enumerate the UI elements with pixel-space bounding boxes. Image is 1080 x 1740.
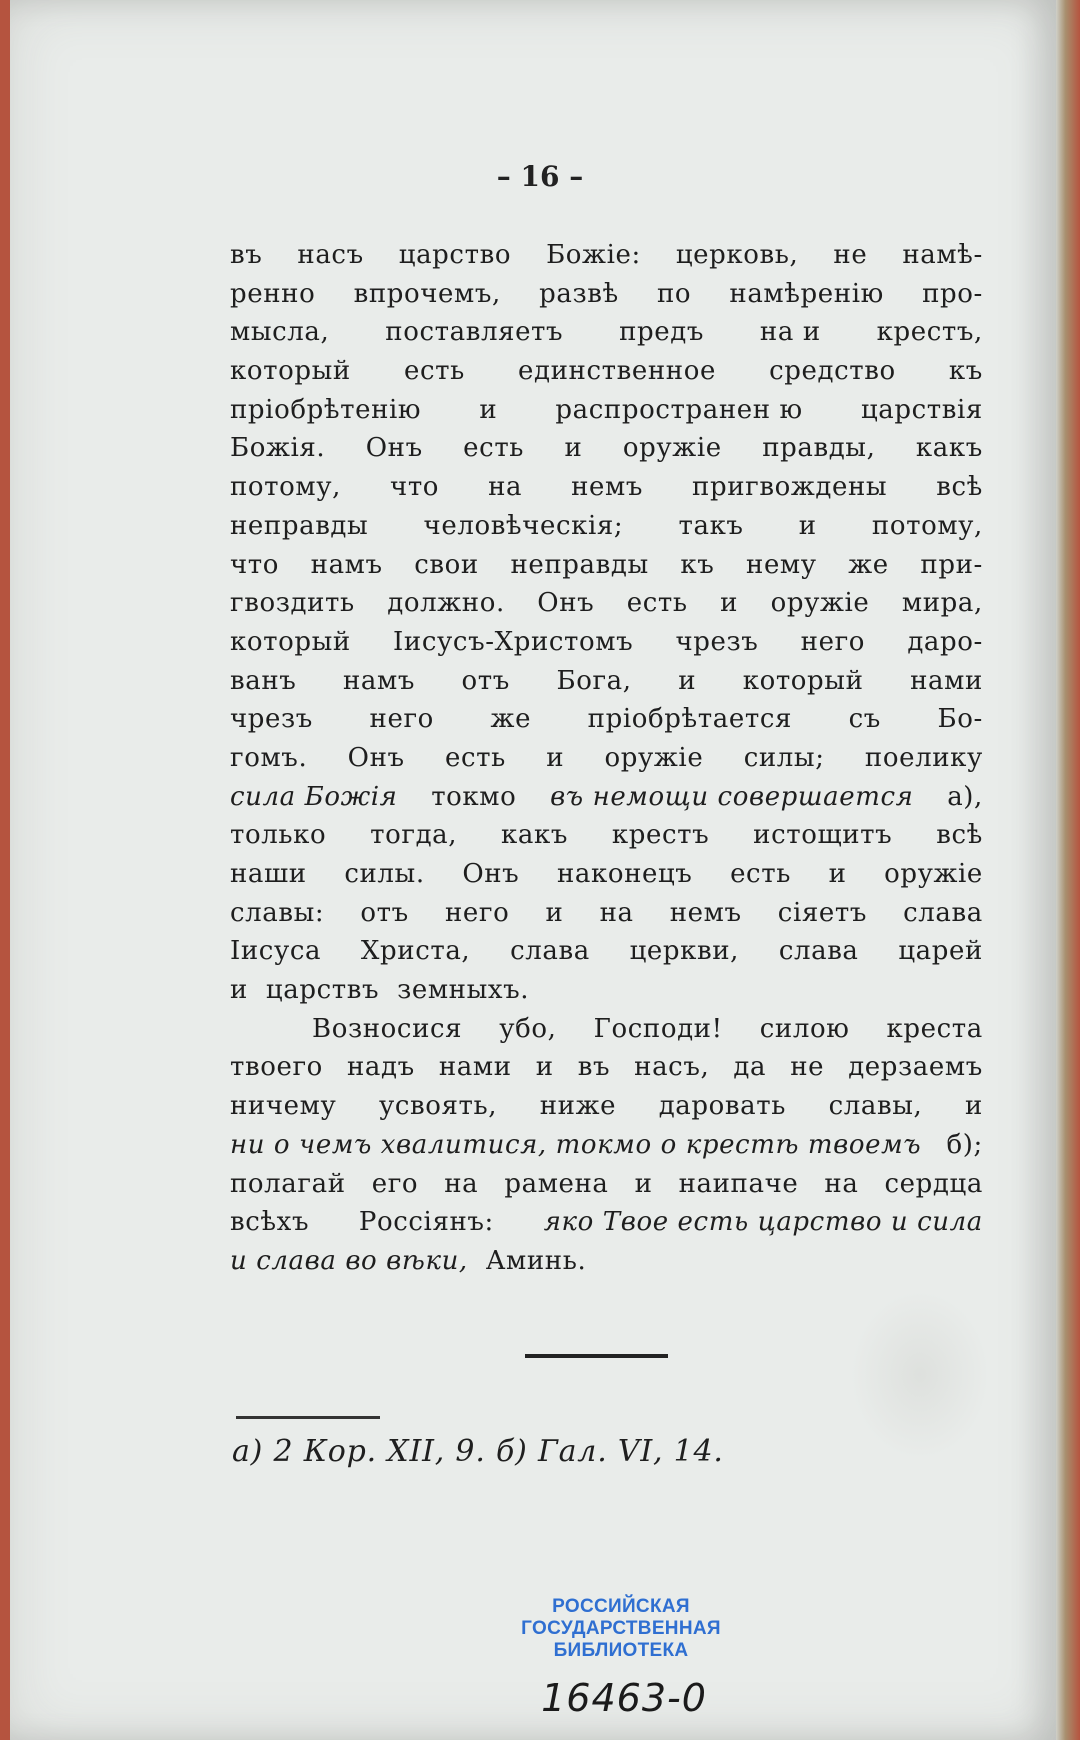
word: развѣ xyxy=(539,278,619,309)
text-line xyxy=(230,1165,992,1204)
text-line xyxy=(230,739,992,778)
word: про- xyxy=(922,278,983,309)
text-line xyxy=(230,662,992,701)
word: оружіе xyxy=(604,742,704,773)
word: сила Божія xyxy=(230,781,398,812)
word: ренно xyxy=(230,278,316,309)
text-line xyxy=(230,1242,992,1281)
word: царей xyxy=(898,936,983,967)
text-line xyxy=(230,894,992,933)
word: Возносися xyxy=(312,1013,463,1044)
end-rule xyxy=(525,1354,668,1358)
word: на и xyxy=(759,317,821,348)
word: да xyxy=(733,1052,767,1083)
word: всѣ xyxy=(936,472,983,503)
word: что xyxy=(230,549,280,580)
word: и xyxy=(535,1052,554,1083)
word: Бо- xyxy=(937,704,983,735)
word: же xyxy=(848,549,889,580)
word: тогда, xyxy=(370,820,458,851)
word: церковь, xyxy=(675,240,799,270)
word: Господи! xyxy=(593,1013,723,1044)
word: силою xyxy=(759,1013,850,1044)
word: отъ xyxy=(360,897,409,928)
word: него xyxy=(444,897,510,928)
word: насъ xyxy=(297,240,364,270)
word: наши xyxy=(230,859,307,889)
word: церкви, xyxy=(629,936,740,967)
word: впрочемъ, xyxy=(353,278,501,309)
text-line xyxy=(230,236,992,275)
bleed-through-shadow xyxy=(850,1290,990,1460)
word: ванъ xyxy=(230,665,297,696)
text-line xyxy=(230,932,992,971)
word: полагай xyxy=(230,1168,346,1199)
word: не xyxy=(790,1052,825,1083)
word: слава xyxy=(903,897,983,928)
word: царствія xyxy=(860,394,983,425)
word: Бога, xyxy=(556,665,632,696)
word: оружіе xyxy=(770,588,870,619)
word: токмо xyxy=(431,781,517,812)
word: и xyxy=(634,1168,653,1199)
word: въ немощи совершается xyxy=(550,781,914,812)
text-line xyxy=(230,623,992,662)
word: потому, xyxy=(230,472,342,503)
word: распространен ю xyxy=(555,394,803,425)
text-line xyxy=(230,971,992,1010)
text-line xyxy=(230,275,992,314)
word: который xyxy=(230,626,351,657)
word: славы, xyxy=(828,1091,923,1122)
text-line xyxy=(230,1203,992,1242)
footnote: а) 2 Кор. XII, 9. б) Гал. VI, 14. xyxy=(232,1434,724,1469)
word: царство xyxy=(398,240,512,270)
word: Божіе: xyxy=(546,240,641,270)
word: не xyxy=(833,240,868,270)
word: крестъ, xyxy=(876,317,983,348)
word: и слава во вѣки, xyxy=(230,1245,468,1276)
word: потому, xyxy=(871,510,983,541)
word: отъ xyxy=(461,665,510,696)
word: оружіе xyxy=(622,433,722,464)
word: Христа, xyxy=(360,936,471,967)
text-line xyxy=(230,855,992,894)
word: только xyxy=(230,820,327,851)
word: къ xyxy=(948,356,983,387)
word: есть xyxy=(403,356,465,387)
text-line xyxy=(230,546,992,585)
text-line xyxy=(230,584,992,623)
word: есть xyxy=(626,588,688,619)
word: который xyxy=(742,665,864,696)
stamp-line-2: ГОСУДАРСТВЕННАЯ xyxy=(521,1618,721,1639)
text-line xyxy=(230,1087,992,1126)
word: и xyxy=(230,975,248,1006)
word: на xyxy=(488,472,523,503)
word: оружіе xyxy=(884,859,983,889)
word: всѣхъ xyxy=(230,1207,310,1238)
page-number: – 16 – xyxy=(496,160,584,193)
word: въ xyxy=(577,1052,611,1083)
word: къ xyxy=(680,549,715,580)
word: нами xyxy=(910,665,983,696)
word: крестъ xyxy=(611,820,710,851)
word: на xyxy=(444,1168,479,1199)
word: Іисусъ-Христомъ xyxy=(393,626,634,657)
word: Онъ xyxy=(462,859,520,889)
word: намѣренію xyxy=(729,278,884,309)
stamp-line-3: БИБЛИОТЕКА xyxy=(553,1640,689,1661)
word: Онъ xyxy=(537,588,595,619)
word: и xyxy=(546,742,565,773)
word: истощитъ xyxy=(753,820,893,851)
word: и xyxy=(964,1091,983,1122)
word: и xyxy=(479,394,498,425)
word: немъ xyxy=(571,472,644,503)
word: сердца xyxy=(884,1168,983,1199)
word: и xyxy=(678,665,697,696)
word: насъ, xyxy=(634,1052,710,1083)
word: ниже xyxy=(539,1091,617,1122)
text-line xyxy=(230,1126,992,1165)
word: его xyxy=(371,1168,419,1199)
word: такъ xyxy=(678,510,744,541)
word: неправды xyxy=(510,549,649,580)
text-line xyxy=(230,507,992,546)
word: славы: xyxy=(230,897,325,928)
page-edge xyxy=(1056,0,1080,1740)
word: Аминь. xyxy=(485,1245,587,1276)
word: правды, xyxy=(762,433,876,464)
word: и xyxy=(720,588,739,619)
word: поелику xyxy=(864,742,983,773)
word: слава xyxy=(778,936,859,967)
word: есть xyxy=(445,742,506,773)
text-line xyxy=(230,429,992,468)
word: мысла, xyxy=(230,317,330,348)
word: нами xyxy=(438,1052,512,1083)
word: и xyxy=(828,859,847,889)
word: въ xyxy=(230,240,263,270)
text-line xyxy=(230,816,992,855)
word: предъ xyxy=(619,317,705,348)
word: и xyxy=(564,433,583,464)
word: по xyxy=(656,278,692,309)
word: чрезъ xyxy=(675,626,759,657)
word: наконецъ xyxy=(556,859,693,889)
word: силы; xyxy=(743,742,825,773)
word: Онъ xyxy=(347,742,405,773)
word: ничему xyxy=(230,1091,337,1122)
word: намъ xyxy=(342,665,415,696)
text-line xyxy=(230,1010,992,1049)
word: Іисуса xyxy=(230,936,322,967)
word: земныхъ. xyxy=(397,975,530,1006)
word: чрезъ xyxy=(230,704,313,735)
word: яко Твое есть царство и сила xyxy=(543,1207,983,1238)
body-text xyxy=(230,236,992,1281)
word: дерзаемъ xyxy=(848,1052,983,1083)
shelfmark: 16463-0 xyxy=(541,1676,707,1720)
word: немъ xyxy=(669,897,742,928)
word: и xyxy=(545,897,564,928)
word: намъ xyxy=(310,549,383,580)
footnote-rule xyxy=(236,1416,380,1419)
word: который xyxy=(230,356,351,387)
word: б); xyxy=(946,1129,983,1160)
text-line xyxy=(230,700,992,739)
word: надъ xyxy=(347,1052,415,1083)
word: гвоздить xyxy=(230,588,355,619)
word: ни о чемъ хвалитися, токмо о крестѣ твоемъ xyxy=(230,1129,922,1160)
word: неправды xyxy=(230,510,369,541)
word: пріобрѣтенію xyxy=(230,394,422,425)
word: всѣ xyxy=(936,820,983,851)
word: средство xyxy=(769,356,896,387)
library-stamp xyxy=(516,1596,726,1662)
text-line xyxy=(230,468,992,507)
text-line xyxy=(230,313,992,352)
word: единственное xyxy=(518,356,716,387)
word: а), xyxy=(947,781,983,812)
word: поставляетъ xyxy=(385,317,564,348)
word: твоего xyxy=(230,1052,323,1083)
text-line xyxy=(230,778,992,817)
word: наипаче xyxy=(678,1168,799,1199)
word: на xyxy=(824,1168,859,1199)
word: какъ xyxy=(915,433,983,464)
word: что xyxy=(390,472,440,503)
word: намѣ- xyxy=(902,240,983,270)
stamp-line-1: РОССИЙСКАЯ xyxy=(552,1596,690,1617)
word: какъ xyxy=(501,820,568,851)
word: Онъ xyxy=(365,433,423,464)
word: пріобрѣтается xyxy=(587,704,792,735)
word: же xyxy=(490,704,532,735)
text-line xyxy=(230,352,992,391)
word: слава xyxy=(510,936,590,967)
word: и xyxy=(798,510,817,541)
word: гомъ. xyxy=(230,742,308,773)
word: должно. xyxy=(387,588,505,619)
word: усвоять, xyxy=(378,1091,498,1122)
word: съ xyxy=(848,704,881,735)
word: пригвождены xyxy=(692,472,888,503)
word: убо, xyxy=(499,1013,557,1044)
word: царствъ xyxy=(265,975,380,1006)
word: рамена xyxy=(504,1168,609,1199)
word: есть xyxy=(463,433,525,464)
word: сіяетъ xyxy=(777,897,867,928)
word: при- xyxy=(920,549,983,580)
word: даровать xyxy=(658,1091,786,1122)
word: Россіянъ: xyxy=(358,1207,494,1238)
word: человѣческія; xyxy=(423,510,624,541)
word: Божія. xyxy=(230,433,326,464)
word: мира, xyxy=(901,588,983,619)
word: есть xyxy=(730,859,791,889)
word: свои xyxy=(414,549,479,580)
text-line xyxy=(230,391,992,430)
word: даро- xyxy=(907,626,983,657)
word: креста xyxy=(886,1013,983,1044)
word: него xyxy=(800,626,866,657)
word: на xyxy=(599,897,634,928)
word: нему xyxy=(746,549,817,580)
text-line xyxy=(230,1048,992,1087)
word: силы. xyxy=(344,859,425,889)
word: него xyxy=(369,704,434,735)
